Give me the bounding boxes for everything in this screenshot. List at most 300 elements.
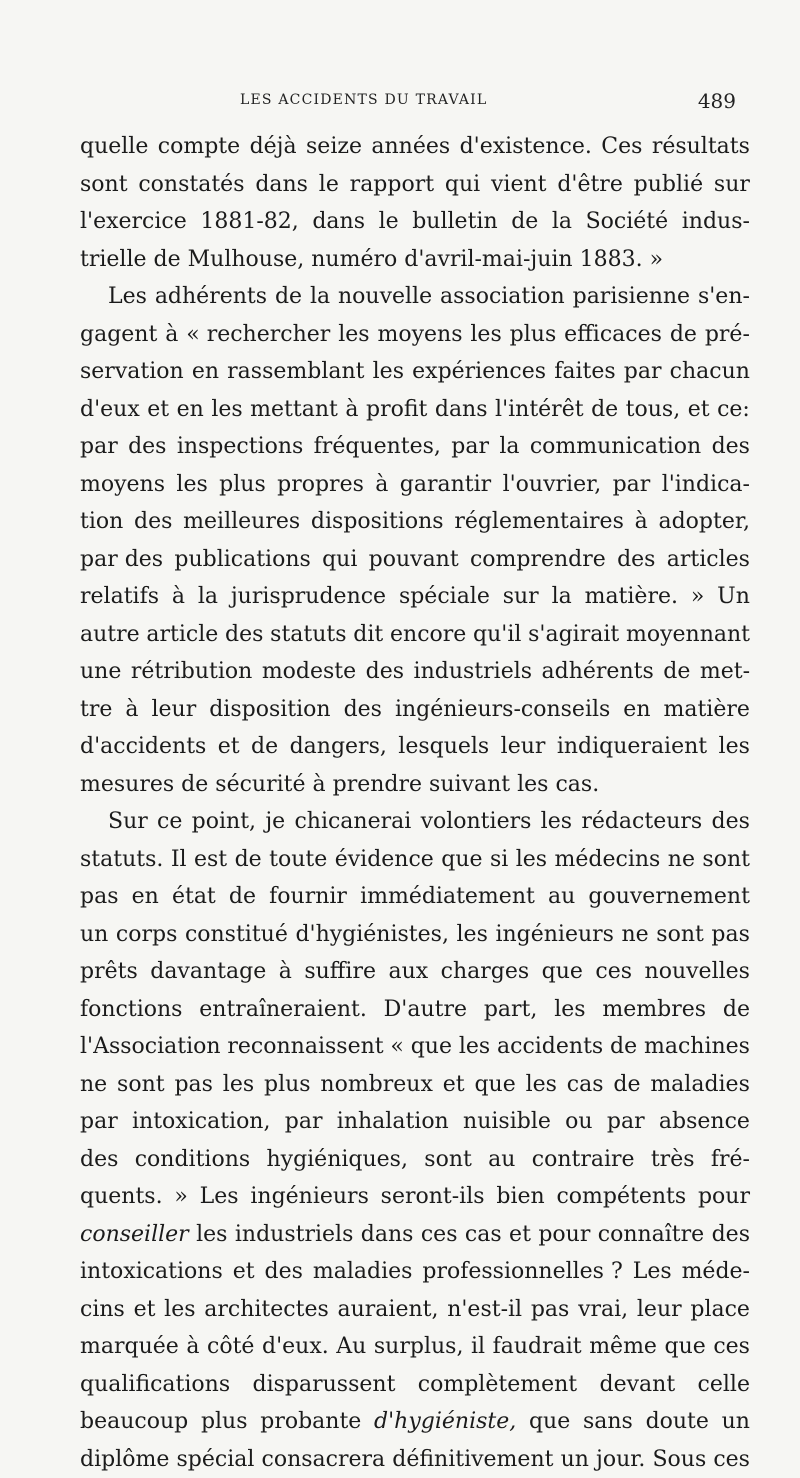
word: déjà	[250, 128, 297, 166]
page-header	[78, 92, 754, 120]
word: qui	[322, 541, 357, 579]
word: de	[613, 1066, 640, 1104]
word: d'existence.	[460, 128, 592, 166]
word: communication	[530, 428, 701, 466]
word: 1881-82,	[200, 203, 298, 241]
word: et	[509, 1216, 531, 1254]
word: par	[607, 1103, 645, 1141]
word: statuts	[270, 616, 346, 654]
word: à	[165, 316, 178, 354]
word: conseiller	[80, 1216, 189, 1254]
word: diplôme	[80, 1441, 169, 1478]
word: Les	[633, 1253, 672, 1291]
word: sur	[714, 166, 750, 204]
word: de	[275, 278, 302, 316]
word: Les	[108, 278, 147, 316]
word: bien	[496, 1178, 544, 1216]
word: chicanerai	[294, 803, 411, 841]
text-line	[80, 241, 750, 279]
word: ces	[421, 1216, 458, 1254]
word: Société	[586, 203, 669, 241]
word: publié	[634, 166, 703, 204]
word: si	[490, 841, 508, 879]
word: «	[390, 1028, 403, 1066]
word: rapport	[350, 166, 434, 204]
word: »	[650, 241, 663, 279]
word: les	[164, 1291, 195, 1329]
text-line	[80, 316, 750, 354]
word: médecins	[555, 841, 661, 879]
word: de	[235, 841, 262, 879]
word: machines	[644, 1028, 750, 1066]
word: intoxication,	[132, 1103, 270, 1141]
word: que	[441, 841, 482, 879]
word: de	[610, 1028, 637, 1066]
word: profit	[366, 391, 427, 429]
word: relatifs	[80, 578, 159, 616]
word: pas	[80, 878, 119, 916]
word: seront-ils	[381, 1178, 485, 1216]
word: marquée	[80, 1328, 179, 1366]
word: par	[624, 353, 662, 391]
text-line	[80, 353, 750, 391]
word: les	[459, 1028, 490, 1066]
word: la	[499, 428, 519, 466]
word: des	[712, 428, 750, 466]
word: à	[172, 578, 185, 616]
word: numéro	[311, 241, 397, 279]
word: association	[440, 278, 565, 316]
word: meilleures	[183, 503, 300, 541]
text-line	[80, 1441, 750, 1478]
word: d'hygiéniste,	[374, 1403, 516, 1441]
word: spéciale	[399, 578, 490, 616]
word: l'Association	[80, 1028, 221, 1066]
word: accidents	[497, 1028, 603, 1066]
word: à	[186, 1328, 199, 1366]
word: par des	[80, 541, 163, 579]
text-line	[80, 503, 750, 541]
text-line	[80, 466, 750, 504]
word: de	[511, 203, 538, 241]
word: les	[719, 728, 750, 766]
word: sont	[702, 841, 750, 879]
word: le	[319, 166, 339, 204]
word: d'avril-mai-juin	[404, 241, 572, 279]
word: cas	[567, 1066, 604, 1104]
word: de	[663, 653, 690, 691]
word: plus	[510, 316, 557, 354]
word: consacrera	[262, 1441, 386, 1478]
word: adhérents	[542, 653, 654, 691]
word: absence	[659, 1103, 750, 1141]
word: plus	[219, 466, 266, 504]
text-line	[80, 1066, 750, 1104]
word: que	[542, 953, 583, 991]
text-line	[80, 428, 750, 466]
word: fré-	[711, 1141, 750, 1179]
word: met-	[700, 653, 750, 691]
text-line	[80, 1253, 750, 1291]
word: ne	[80, 1066, 107, 1104]
word: les	[541, 803, 572, 841]
word: Ces	[601, 128, 642, 166]
word: au	[488, 1141, 515, 1179]
word: la	[552, 203, 572, 241]
word: article	[146, 616, 218, 654]
word: volontiers	[421, 803, 532, 841]
word: un	[80, 916, 108, 954]
word: pas	[174, 1066, 213, 1104]
word: »	[691, 578, 704, 616]
word: connaître	[598, 1216, 704, 1254]
word: moyens	[80, 466, 165, 504]
text-line	[80, 278, 750, 316]
word: 1883.	[580, 241, 643, 279]
text-line	[80, 578, 750, 616]
word: beaucoup	[80, 1403, 188, 1441]
word: à	[345, 391, 358, 429]
word: efficaces	[564, 316, 662, 354]
word: par	[80, 1103, 118, 1141]
word: au	[548, 878, 575, 916]
word: d'hygiénistes,	[295, 916, 449, 954]
word: adopter,	[658, 503, 749, 541]
word: encore	[390, 616, 466, 654]
text-line	[80, 916, 750, 954]
word: articles	[667, 541, 750, 579]
text-line	[80, 1178, 750, 1216]
word: et	[218, 728, 240, 766]
word: les	[223, 1066, 254, 1104]
word: cas.	[555, 766, 599, 804]
word: par	[451, 428, 489, 466]
word: contraire	[532, 1141, 635, 1179]
word: dans	[312, 203, 365, 241]
text-line	[80, 1366, 750, 1404]
word: par	[80, 428, 118, 466]
page-number: 489	[698, 89, 736, 113]
word: les	[517, 766, 548, 804]
word: leur	[151, 691, 196, 729]
word: de	[591, 391, 618, 429]
word: les	[554, 991, 585, 1029]
word: Sur	[108, 803, 148, 841]
word: en	[623, 691, 650, 729]
word: entraîneraient.	[199, 991, 367, 1029]
word: tous,	[626, 391, 681, 429]
word: ce:	[717, 391, 750, 429]
word: trielle	[80, 241, 147, 279]
text-line	[80, 991, 750, 1029]
word: davantage	[150, 953, 266, 991]
word: Au	[336, 1328, 366, 1366]
word: auraient,	[338, 1291, 439, 1329]
word: et	[443, 1066, 465, 1104]
word: prendre	[333, 766, 422, 804]
word: la	[552, 578, 572, 616]
word: garantir	[400, 466, 491, 504]
word: pas	[531, 1291, 570, 1329]
word: à	[375, 466, 388, 504]
word: vient	[491, 166, 547, 204]
word: conditions	[135, 1141, 250, 1179]
word: vrai,	[578, 1291, 628, 1329]
word: hygiéniques,	[266, 1141, 408, 1179]
word: industriels	[414, 653, 533, 691]
word: mettant	[250, 391, 338, 429]
word: d'être	[557, 166, 623, 204]
word: n'est-il	[447, 1291, 522, 1329]
word: état	[172, 878, 216, 916]
word: point,	[192, 803, 256, 841]
text-line	[80, 841, 750, 879]
word: réglementaires	[454, 503, 624, 541]
text-line	[80, 878, 750, 916]
word: même	[589, 1328, 657, 1366]
word: de	[723, 991, 750, 1029]
word: est	[194, 841, 227, 879]
text-line	[80, 766, 750, 804]
text-line	[80, 1103, 750, 1141]
word: servation	[80, 353, 184, 391]
word: résultats	[652, 128, 750, 166]
word: des	[80, 1141, 118, 1179]
text-line	[80, 691, 750, 729]
word: les	[338, 316, 369, 354]
word: de	[229, 878, 256, 916]
word: l'exercice	[80, 203, 187, 241]
word: des	[712, 1216, 750, 1254]
word: quelle	[80, 128, 148, 166]
word: maladies	[650, 1066, 750, 1104]
word: le	[379, 203, 399, 241]
word: Il	[171, 841, 187, 879]
word: en	[177, 391, 204, 429]
word: jour.	[596, 1441, 645, 1478]
word: sont	[656, 916, 704, 954]
word: les	[211, 391, 242, 429]
word: faudrait	[493, 1328, 582, 1366]
text-line	[80, 1328, 750, 1366]
word: sur	[503, 578, 539, 616]
word: inhalation	[337, 1103, 449, 1141]
word: et	[233, 1253, 255, 1291]
word: celle	[698, 1366, 750, 1404]
word: les	[516, 841, 547, 879]
text-line	[80, 128, 750, 166]
word: disparussent	[253, 1366, 396, 1404]
word: un	[561, 1441, 589, 1478]
word: les	[196, 1216, 227, 1254]
word: sont	[80, 166, 128, 204]
word: définitivement	[392, 1441, 553, 1478]
word: chacun	[670, 353, 750, 391]
word: ces	[595, 953, 632, 991]
word: la	[198, 578, 218, 616]
text-line	[80, 1403, 750, 1441]
word: adhérents	[155, 278, 267, 316]
word: mesures	[80, 766, 174, 804]
word: en	[192, 353, 219, 391]
word: qualifications	[80, 1366, 230, 1404]
word: Un	[717, 578, 750, 616]
word: fournir	[269, 878, 347, 916]
word: dispositions	[311, 503, 444, 541]
word: ingénieurs	[495, 916, 614, 954]
word: nombreux	[320, 1066, 432, 1104]
word: fréquentes,	[314, 428, 441, 466]
word: sécurité	[215, 766, 305, 804]
word: cas	[465, 1216, 502, 1254]
word: toute	[269, 841, 327, 879]
word: années	[371, 128, 450, 166]
word: Les	[200, 1178, 239, 1216]
word: très	[651, 1141, 695, 1179]
word: ou	[565, 1103, 592, 1141]
word: Sous	[652, 1441, 706, 1478]
word: expériences	[412, 353, 546, 391]
word: modeste	[262, 653, 356, 691]
text-line	[80, 803, 750, 841]
word: complètement	[418, 1366, 577, 1404]
word: prêts	[80, 953, 138, 991]
word: »	[174, 1178, 187, 1216]
word: ces	[713, 1328, 750, 1366]
word: nouvelles	[645, 953, 750, 991]
word: part,	[484, 991, 538, 1029]
word: rédacteurs	[581, 803, 702, 841]
word: suivant	[429, 766, 510, 804]
word: pour	[538, 1216, 590, 1254]
word: une	[80, 653, 121, 691]
word: aux	[388, 953, 428, 991]
word: indus-	[682, 203, 750, 241]
word: méde-	[682, 1253, 750, 1291]
word: immédiatement	[360, 878, 535, 916]
word: D'autre	[384, 991, 467, 1029]
running-head: LES ACCIDENTS DU TRAVAIL	[240, 92, 487, 108]
word: compte	[158, 128, 240, 166]
word: ce	[157, 803, 182, 841]
word: plus	[201, 1403, 248, 1441]
word: que	[529, 1403, 570, 1441]
word: nouvelle	[338, 278, 432, 316]
word: et	[147, 391, 169, 429]
word: que	[411, 1028, 452, 1066]
word: ingénieurs-conseils	[395, 691, 610, 729]
word: côté	[207, 1328, 254, 1366]
word: des	[344, 691, 382, 729]
word: devant	[600, 1366, 676, 1404]
word: charges	[441, 953, 530, 991]
body-text	[80, 128, 750, 1478]
word: pré-	[705, 316, 750, 354]
word: lesquels	[398, 728, 489, 766]
word: moyennant	[626, 616, 750, 654]
word: matière	[663, 691, 749, 729]
word: les	[176, 466, 207, 504]
word: ces	[713, 1441, 750, 1478]
text-line	[80, 166, 750, 204]
word: corps	[116, 916, 177, 954]
word: statuts.	[80, 841, 163, 879]
word: à	[125, 691, 138, 729]
text-line	[80, 1291, 750, 1329]
word: et	[134, 1291, 156, 1329]
word: ingénieurs	[250, 1178, 369, 1216]
word: les	[470, 316, 501, 354]
word: de	[154, 241, 181, 279]
word: des	[134, 503, 172, 541]
word: les	[457, 916, 488, 954]
word: ne	[622, 916, 649, 954]
word: bulletin	[412, 203, 497, 241]
word: pas	[711, 916, 750, 954]
word: des	[225, 616, 263, 654]
word: autre	[80, 616, 140, 654]
word: spécial	[176, 1441, 254, 1478]
word: tion	[80, 503, 123, 541]
word: à	[635, 503, 648, 541]
word: ne	[668, 841, 695, 879]
word: propres	[277, 466, 364, 504]
word: parisienne	[573, 278, 690, 316]
word: les	[526, 1066, 557, 1104]
word: suffire	[304, 953, 376, 991]
word: professionnelles ?	[422, 1253, 622, 1291]
word: d'accidents	[80, 728, 206, 766]
word: de	[181, 766, 208, 804]
word: que	[474, 1066, 515, 1104]
word: l'ouvrier,	[503, 466, 602, 504]
word: fonctions	[80, 991, 182, 1029]
word: un	[722, 1403, 750, 1441]
word: à	[279, 953, 292, 991]
word: la	[310, 278, 330, 316]
word: l'intérêt	[495, 391, 584, 429]
word: il	[471, 1328, 485, 1366]
text-line	[80, 728, 750, 766]
word: s'agirait	[528, 616, 619, 654]
word: doute	[646, 1403, 709, 1441]
word: intoxications	[80, 1253, 223, 1291]
word: des	[712, 803, 750, 841]
word: et	[688, 391, 710, 429]
word: leur	[637, 1291, 682, 1329]
word: reconnaissent	[227, 1028, 383, 1066]
word: quents.	[80, 1178, 163, 1216]
word: des	[366, 653, 404, 691]
word: à	[313, 766, 326, 804]
word: matière.	[585, 578, 678, 616]
word: seize	[306, 128, 362, 166]
word: architectes	[204, 1291, 329, 1329]
word: constitué	[185, 916, 288, 954]
word: dit	[353, 616, 383, 654]
word: par	[613, 466, 651, 504]
word: les	[373, 353, 404, 391]
word: moyens	[377, 316, 462, 354]
word: surplus,	[374, 1328, 464, 1366]
word: faites	[554, 353, 615, 391]
word: rassemblant	[227, 353, 364, 391]
word: rétribution	[131, 653, 252, 691]
word: d'eux	[80, 391, 140, 429]
word: pouvant	[369, 541, 459, 579]
word: de	[670, 316, 697, 354]
word: gagent	[80, 316, 157, 354]
